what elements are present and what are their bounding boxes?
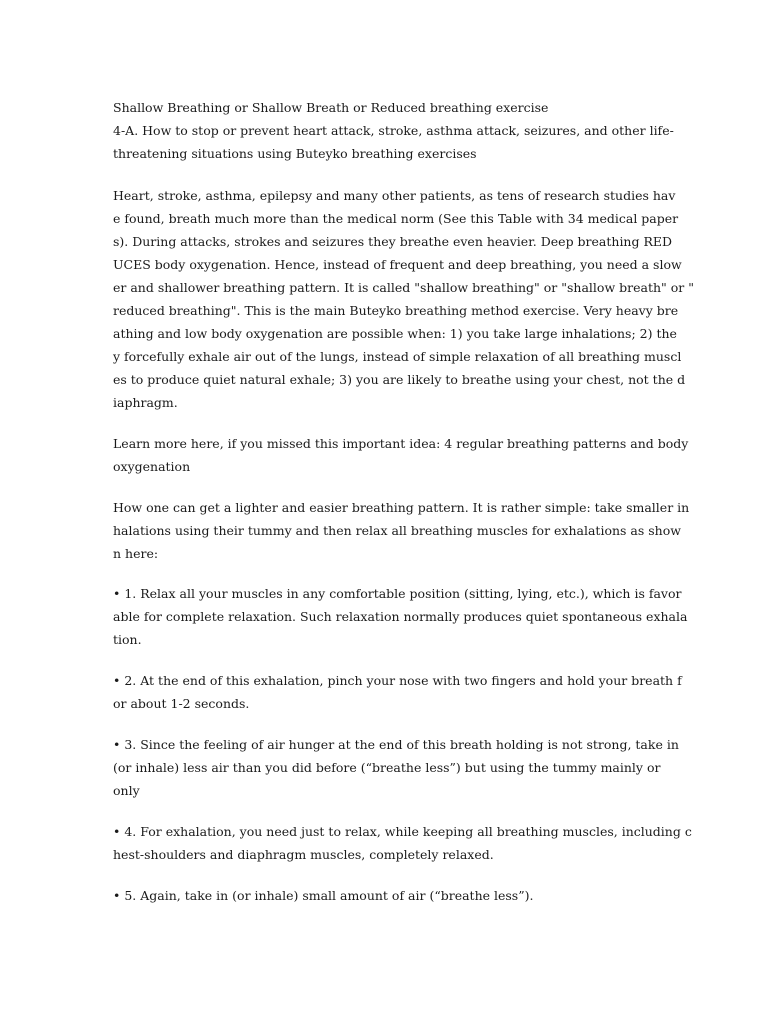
paragraph-line: es to produce quiet natural exhale; 3) you are likely to breathe using your chest, not the d bbox=[113, 372, 686, 387]
step-line: or about 1-2 seconds. bbox=[113, 696, 250, 711]
step-line: able for complete relaxation. Such relaxation normally produces quiet spontaneous exhala bbox=[113, 609, 688, 624]
step-4-item bbox=[113, 820, 692, 866]
step-line: • 3. Since the feeling of air hunger at the end of this breath holding is not strong, take in bbox=[113, 737, 679, 752]
paragraph-line: s). During attacks, strokes and seizures they breathe even heavier. Deep breathing RED bbox=[113, 234, 673, 249]
paragraph-line: n here: bbox=[113, 546, 159, 561]
step-line: • 4. For exhalation, you need just to relax, while keeping all breathing muscles, including c bbox=[113, 824, 692, 839]
step-1-item bbox=[113, 582, 688, 651]
paragraph-line: reduced breathing". This is the main Buteyko breathing method exercise. Very heavy bre bbox=[113, 303, 679, 318]
step-3-item bbox=[113, 733, 679, 802]
step-line: only bbox=[113, 783, 140, 798]
step-line: hest-shoulders and diaphragm muscles, completely relaxed. bbox=[113, 847, 494, 862]
paragraph-line: athing and low body oxygenation are possible when: 1) you take large inhalations; 2) the bbox=[113, 326, 677, 341]
step-2-item bbox=[113, 669, 682, 715]
paragraph-line: er and shallower breathing pattern. It is called "shallow breathing" or "shallow breath" or " bbox=[113, 280, 694, 295]
document-heading bbox=[113, 96, 674, 165]
heading-line: 4-A. How to stop or prevent heart attack, stroke, asthma attack, seizures, and other life- bbox=[113, 123, 674, 138]
step-line: (or inhale) less air than you did before (“breathe less”) but using the tummy mainly or bbox=[113, 760, 661, 775]
paragraph-line: How one can get a lighter and easier breathing pattern. It is rather simple: take smaller in bbox=[113, 500, 690, 515]
step-line: • 1. Relax all your muscles in any comfortable position (sitting, lying, etc.), which is favor bbox=[113, 586, 682, 601]
how-to-paragraph bbox=[113, 496, 690, 565]
learn-more-paragraph bbox=[113, 432, 689, 478]
step-line: • 5. Again, take in (or inhale) small amount of air (“breathe less”). bbox=[113, 888, 534, 903]
document-page bbox=[113, 96, 694, 925]
paragraph-line: e found, breath much more than the medical norm (See this Table with 34 medical paper bbox=[113, 211, 679, 226]
heading-line: Shallow Breathing or Shallow Breath or Reduced breathing exercise bbox=[113, 100, 549, 115]
paragraph-line: Learn more here, if you missed this important idea: 4 regular breathing patterns and body bbox=[113, 436, 689, 451]
step-5-item bbox=[113, 884, 658, 907]
paragraph-line: iaphragm. bbox=[113, 395, 178, 410]
paragraph-line: y forcefully exhale air out of the lungs, instead of simple relaxation of all breathing muscl bbox=[113, 349, 682, 364]
paragraph-line: oxygenation bbox=[113, 459, 191, 474]
step-line: tion. bbox=[113, 632, 142, 647]
paragraph-line: Heart, stroke, asthma, epilepsy and many other patients, as tens of research studies hav bbox=[113, 188, 676, 203]
paragraph-line: halations using their tummy and then relax all breathing muscles for exhalations as show bbox=[113, 523, 681, 538]
paragraph-line: UCES body oxygenation. Hence, instead of frequent and deep breathing, you need a slow bbox=[113, 257, 682, 272]
heading-line: threatening situations using Buteyko breathing exercises bbox=[113, 146, 477, 161]
intro-paragraph bbox=[113, 184, 694, 414]
step-line: • 2. At the end of this exhalation, pinch your nose with two fingers and hold your breath f bbox=[113, 673, 682, 688]
